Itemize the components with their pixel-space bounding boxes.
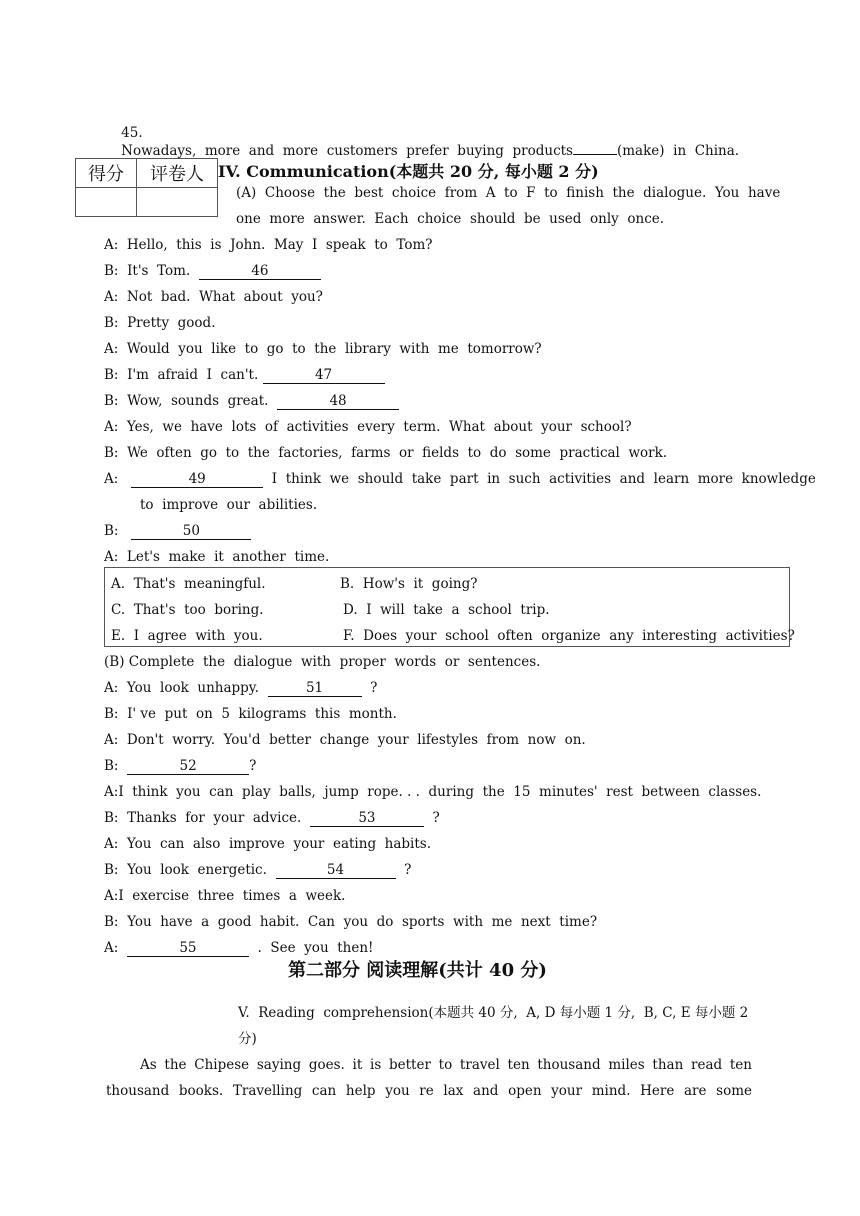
dialogue-line: A: Not bad. What about you? [104,289,323,305]
dialogue-line: B: Pretty good. [104,315,216,331]
dialogue-line: A: You can also improve your eating habits. [104,836,432,852]
section-title-reading: V. Reading comprehension(本题共 40 分, A, D 每小题 1 分, B, C, E 每小题 2 [238,1005,749,1021]
grader-cell[interactable] [137,188,218,217]
question-text: Nowadays, more and more customers prefer buying products [121,143,573,159]
option-d: D. I will take a school trip. [343,602,550,618]
answer-blank-55[interactable]: 55 [127,941,249,957]
options-box [104,567,795,647]
answer-blank-47[interactable]: 47 [263,368,385,384]
part-a-instruction-line2: one more answer. Each choice should be used only once. [236,211,665,227]
section-title-reading-cont: 分) [238,1031,257,1047]
option-f: F. Does your school often organize any interesting activities? [343,628,795,644]
dialogue-line: A: Hello, this is John. May I speak to Tom? [104,237,433,253]
option-b: B. How's it going? [340,576,478,592]
option-e: E. I agree with you. [111,628,263,644]
dialogue-line: B: 52 ? [104,758,257,774]
grader-header: 评卷人 [137,159,218,188]
dialogue-line: A: Let's make it another time. [104,549,330,565]
score-table [75,158,218,217]
answer-blank-53[interactable]: 53 [310,811,424,827]
dialogue-line: A: 55 . See you then! [104,940,374,956]
answer-blank-48[interactable]: 48 [277,394,399,410]
question-hint: (make) in China. [616,143,740,159]
score-cell[interactable] [76,188,137,217]
part-a-instruction-line1: (A) Choose the best choice from A to F to finish the dialogue. You have [236,185,781,201]
answer-blank-54[interactable]: 54 [276,863,396,879]
dialogue-line: B: I' ve put on 5 kilograms this month. [104,706,397,722]
dialogue-line: B: Thanks for your advice. 53 ? [104,810,440,826]
dialogue-line: A:I think you can play balls, jump rope. . . during the 15 minutes' rest between classes. [104,784,762,800]
question-number: 45. [121,125,143,141]
passage-line-2: thousand books. Travelling can help you re lax and open your mind. Here are some [106,1083,752,1099]
dialogue-line: A: Don't worry. You'd better change your lifestyles from now on. [104,732,586,748]
answer-blank-52[interactable]: 52 [127,759,249,775]
dialogue-line: B: I'm afraid I can't. 47 [104,366,385,384]
part-two-title: 第二部分 阅读理解(共计 40 分) [288,960,547,981]
dialogue-line-49: A: 49 I think we should take part in such activities and learn more knowledge [104,471,816,487]
dialogue-line-49-cont: to improve our abilities. [140,497,318,513]
answer-blank-46[interactable]: 46 [199,264,321,280]
dialogue-line: B: We often go to the factories, farms or fields to do some practical work. [104,445,668,461]
option-a: A. That's meaningful. [111,576,266,592]
part-b-instruction: (B) Complete the dialogue with proper words or sentences. [104,654,541,670]
dialogue-line: B: It's Tom. 46 [104,262,321,280]
score-header: 得分 [76,159,137,188]
dialogue-line: A: Yes, we have lots of activities every term. What about your school? [104,419,632,435]
dialogue-line: A:I exercise three times a week. [104,888,346,904]
dialogue-line: B: You have a good habit. Can you do sports with me next time? [104,914,598,930]
answer-blank-50[interactable]: 50 [131,524,251,540]
answer-blank-45[interactable] [573,154,617,155]
answer-blank-49[interactable]: 49 [131,472,263,488]
answer-blank-51[interactable]: 51 [268,681,362,697]
dialogue-line: B: Wow, sounds great. 48 [104,392,399,410]
dialogue-line: A: Would you like to go to the library with me tomorrow? [104,341,542,357]
passage-line-1: As the Chipese saying goes. it is better to travel ten thousand miles than read ten [140,1057,752,1073]
option-c: C. That's too boring. [111,602,264,618]
dialogue-line: B: You look energetic. 54 ? [104,862,412,878]
dialogue-line: A: You look unhappy. 51 ? [104,680,378,696]
dialogue-line-50: B: 50 [104,522,251,540]
section-title-communication: IV. Communication(本题共 20 分, 每小题 2 分) [218,162,599,181]
